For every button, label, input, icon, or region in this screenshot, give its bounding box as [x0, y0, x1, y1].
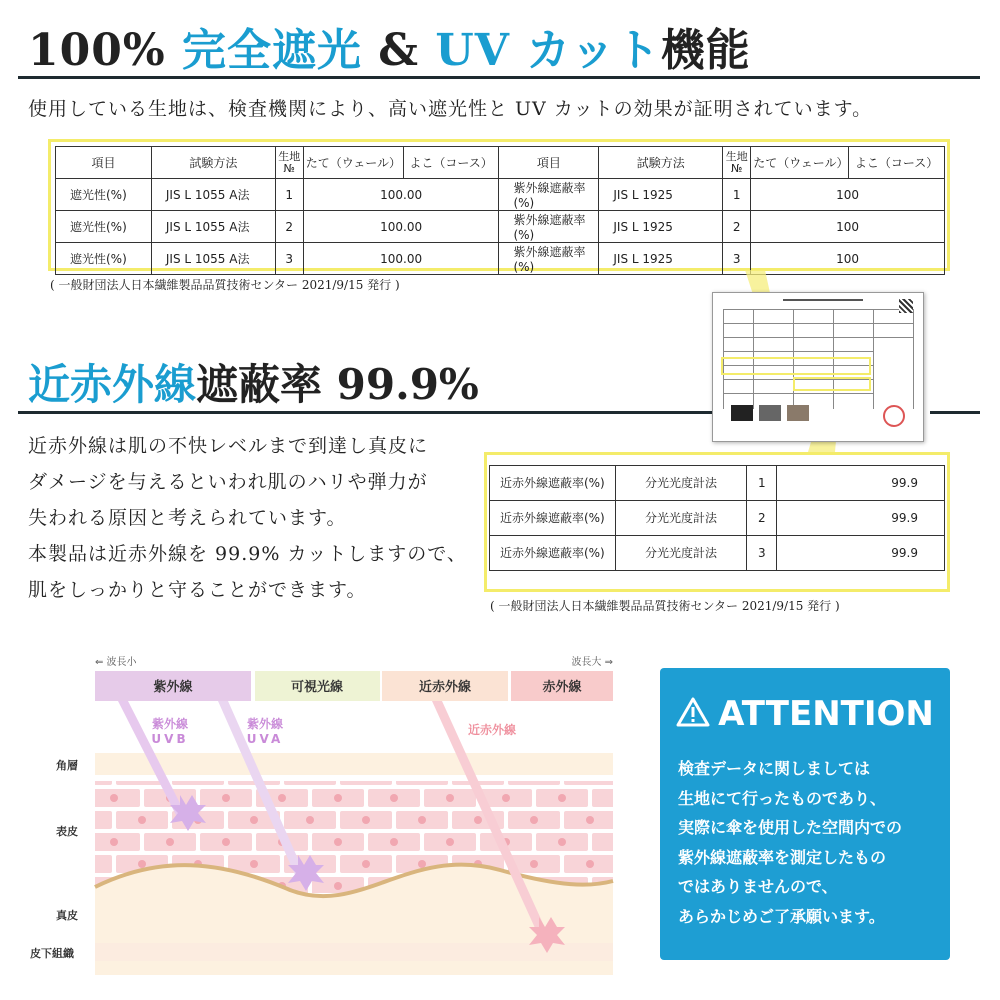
cell-item: 近赤外線遮蔽率(%) [490, 501, 616, 536]
layer-label-dermis: 真皮 [56, 909, 78, 922]
headline-blue-blackout: 完全遮光 [181, 25, 362, 76]
wave-long-label: 波長大 ⇒ [571, 657, 613, 668]
nir-results-table [489, 465, 945, 571]
source-citation-2: ( 一般財団法人日本繊維製品品質技術センター 2021/9/15 発行 ) [490, 599, 840, 613]
th-method: 試験方法 [151, 147, 275, 179]
attention-line: 実際に傘を使用した空間内での [678, 818, 903, 837]
band-visible-label: 可視光線 [290, 680, 344, 695]
cell-no: 1 [747, 466, 777, 501]
nir-line: ダメージを与えるといわれ肌のハリや弾力が [28, 471, 428, 493]
layer-corneum [95, 753, 613, 775]
attention-body [678, 754, 902, 931]
cell-no: 2 [275, 211, 303, 243]
nir-line: 近赤外線は肌の不快レベルまで到達し真皮に [28, 435, 429, 457]
main-headline [28, 14, 751, 78]
cell-item-2: 紫外線遮蔽率(%) [499, 211, 599, 243]
cell-item: 遮光性(%) [56, 179, 152, 211]
th-item-2: 項目 [499, 147, 599, 179]
attention-line: 生地にて行ったものであり、 [678, 788, 887, 808]
attention-line: 紫外線遮蔽率を測定したもの [678, 847, 887, 867]
layer-label-epidermis: 表皮 [56, 825, 78, 838]
headline-blue-uvcut: UV カット [435, 25, 661, 76]
uvb-label-2: UVB [151, 732, 189, 746]
table-row [490, 466, 945, 501]
headline-divider [18, 76, 980, 79]
cell-method: JIS L 1055 A法 [151, 211, 275, 243]
band-uv-label: 紫外線 [153, 680, 193, 695]
th-warp-2: たて（ウェール） [751, 147, 849, 179]
cell-no-2: 2 [723, 211, 751, 243]
cell-method-2: JIS L 1925 [599, 243, 723, 275]
table-row [56, 179, 945, 211]
cell-item: 遮光性(%) [56, 211, 152, 243]
headline-amp: & [361, 25, 436, 76]
cell-method-2: JIS L 1925 [599, 179, 723, 211]
attention-title [660, 694, 950, 734]
th-weft: よこ（コース） [403, 147, 499, 179]
attention-line: あらかじめご了承願います。 [678, 906, 885, 926]
cell-method: JIS L 1055 A法 [151, 243, 275, 275]
cell-value-2: 100 [751, 179, 945, 211]
nir-headline-blue: 近赤外線 [28, 360, 197, 409]
nir-line: 肌をしっかりと守ることができます。 [28, 579, 367, 601]
skin-penetration-diagram [30, 655, 630, 975]
th-warp: たて（ウェール） [303, 147, 403, 179]
nir-paragraph [28, 428, 467, 608]
nir-ray-label: 近赤外線 [467, 723, 517, 737]
layer-label-corneum: 角層 [56, 759, 78, 772]
nir-line: 本製品は近赤外線を 99.9% カットしますので、 [28, 543, 467, 565]
band-ir-label: 赤外線 [542, 680, 582, 695]
band-nir-label: 近赤外線 [418, 680, 472, 695]
cell-item: 近赤外線遮蔽率(%) [490, 536, 616, 571]
headline-prefix: 100% [28, 25, 182, 76]
cell-item: 近赤外線遮蔽率(%) [490, 466, 616, 501]
nir-line: 失われる原因と考えられています。 [28, 507, 347, 529]
table-row [490, 501, 945, 536]
nir-divider-right [930, 411, 980, 414]
th-fabric-no: 生地№ [275, 147, 303, 179]
cell-no: 3 [747, 536, 777, 571]
th-weft-2: よこ（コース） [849, 147, 945, 179]
cell-no-2: 1 [723, 179, 751, 211]
source-citation-1: ( 一般財団法人日本繊維製品品質技術センター 2021/9/15 発行 ) [50, 278, 400, 292]
layer-subcutis [95, 943, 613, 961]
cell-value: 100.00 [303, 179, 499, 211]
cell-item-2: 紫外線遮蔽率(%) [499, 179, 599, 211]
cell-method: JIS L 1055 A法 [151, 179, 275, 211]
th-item: 項目 [56, 147, 152, 179]
nir-divider [18, 411, 718, 414]
cell-no-2: 3 [723, 243, 751, 275]
layer-label-subcutis: 皮下組織 [30, 947, 74, 960]
warning-icon [676, 697, 710, 727]
cell-value: 100.00 [303, 211, 499, 243]
cell-value: 100.00 [303, 243, 499, 275]
cell-no: 2 [747, 501, 777, 536]
cell-value-2: 100 [751, 243, 945, 275]
th-fabric-no-2: 生地№ [723, 147, 751, 179]
wave-short-label: ⇐ 波長小 [95, 657, 137, 668]
cell-value: 99.9 [777, 466, 945, 501]
cell-no: 3 [275, 243, 303, 275]
th-method-2: 試験方法 [599, 147, 723, 179]
table-row [56, 243, 945, 275]
test-results-table-frame [48, 139, 950, 274]
test-results-table [55, 146, 945, 275]
cell-value: 99.9 [777, 536, 945, 571]
attention-line: 検査データに関しましては [678, 759, 871, 778]
table-row [490, 536, 945, 571]
test-report-thumbnail [712, 292, 924, 442]
cell-value: 99.9 [777, 501, 945, 536]
uvb-label-1: 紫外線 [151, 717, 189, 731]
intro-text: 使用している生地は、検査機関により、高い遮光性と UV カットの効果が証明されています。 [28, 98, 873, 120]
nir-headline [28, 352, 479, 412]
cell-item-2: 紫外線遮蔽率(%) [499, 243, 599, 275]
attention-line: ではありませんので、 [678, 877, 838, 896]
cell-no: 1 [275, 179, 303, 211]
cell-item: 遮光性(%) [56, 243, 152, 275]
headline-suffix: 機能 [660, 25, 751, 76]
attention-box [660, 668, 950, 960]
cell-method-2: JIS L 1925 [599, 211, 723, 243]
cell-method: 分光光度計法 [615, 466, 747, 501]
table-row [56, 211, 945, 243]
cell-method: 分光光度計法 [615, 536, 747, 571]
attention-title-text: ATTENTION [718, 694, 934, 734]
cell-value-2: 100 [751, 211, 945, 243]
nir-table-frame [484, 452, 950, 592]
cell-method: 分光光度計法 [615, 501, 747, 536]
nir-headline-suffix: 遮蔽率 99.9% [196, 360, 479, 409]
uva-label-1: 紫外線 [246, 717, 284, 731]
uva-label-2: UVA [246, 732, 284, 746]
